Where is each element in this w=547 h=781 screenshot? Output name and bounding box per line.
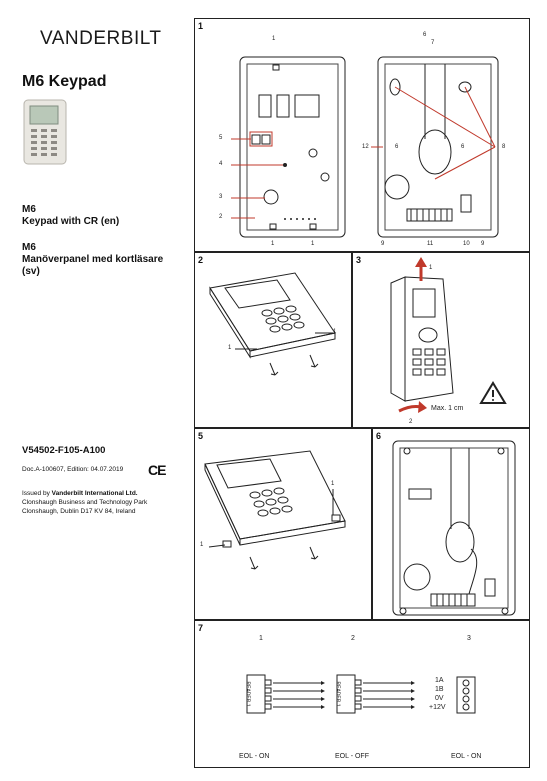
housing-front-drawing <box>195 19 529 251</box>
document-id: V54502-F105-A100 <box>22 445 106 456</box>
housing-interior-drawing <box>373 429 529 619</box>
keypad-open-drawing <box>195 253 351 427</box>
figure-panel-2: 2 1 1 <box>194 252 352 428</box>
lang-en-model: M6 <box>22 204 36 215</box>
lang-sv-block <box>22 242 172 278</box>
figure-panel-6 <box>372 428 530 620</box>
issuer-address-2: Clonshaugh, Dublin D17 KV 84, Ireland <box>22 508 136 515</box>
figure-panel-1: 1 1 5 4 3 2 1 1 6 7 12 6 6 8 9 11 10 9 <box>194 18 530 252</box>
panel-3-number: 3 <box>356 255 362 265</box>
reader-label-2: READER 1 <box>334 681 341 707</box>
panel-1-number: 1 <box>198 21 204 31</box>
figure-panel-3: 3 1 2 Max. 1 cm <box>352 252 530 428</box>
document-edition: Doc.A-100607, Edition: 04.07.2019 <box>22 466 124 473</box>
keypad-close-drawing <box>195 429 371 619</box>
lang-en-block <box>22 204 119 228</box>
lang-en-desc: Keypad with CR (en) <box>22 216 120 227</box>
panel-2-number: 2 <box>198 255 204 265</box>
figure-panel-7: 7 1 2 3 READER 1 READER 1 1A 1B 0V +12V EOL - ON EOL - OFF EOL - ON <box>194 620 530 768</box>
panel-6-number: 6 <box>376 431 382 441</box>
lang-sv-desc: Manöverpanel med kortläsare (sv) <box>22 254 164 277</box>
issuer-block: Issued by Vanderbilt International Ltd. Clonshaugh Business and Technology Park Clonshaugh, Dublin D17 KV 84, Ireland <box>22 490 148 515</box>
product-title: M6 Keypad <box>22 73 107 90</box>
reader-label-1: READER 1 <box>244 681 251 707</box>
issuer-address-1: Clonshaugh Business and Technology Park <box>22 499 148 506</box>
lang-sv-model: M6 <box>22 242 36 253</box>
keypad-removal-drawing <box>353 253 529 427</box>
brand-name: VANDERBILT <box>40 28 162 49</box>
keypad-product-image <box>22 98 70 168</box>
ce-mark: CE <box>148 462 166 478</box>
panel-5-number: 5 <box>198 431 204 441</box>
max-gap-caption: Max. 1 cm <box>431 405 464 412</box>
brand-logo <box>40 28 162 50</box>
panel-7-number: 7 <box>198 623 204 633</box>
issuer-name: Vanderbilt International Ltd. <box>51 490 138 497</box>
figure-panel-5: 5 1 1 <box>194 428 372 620</box>
